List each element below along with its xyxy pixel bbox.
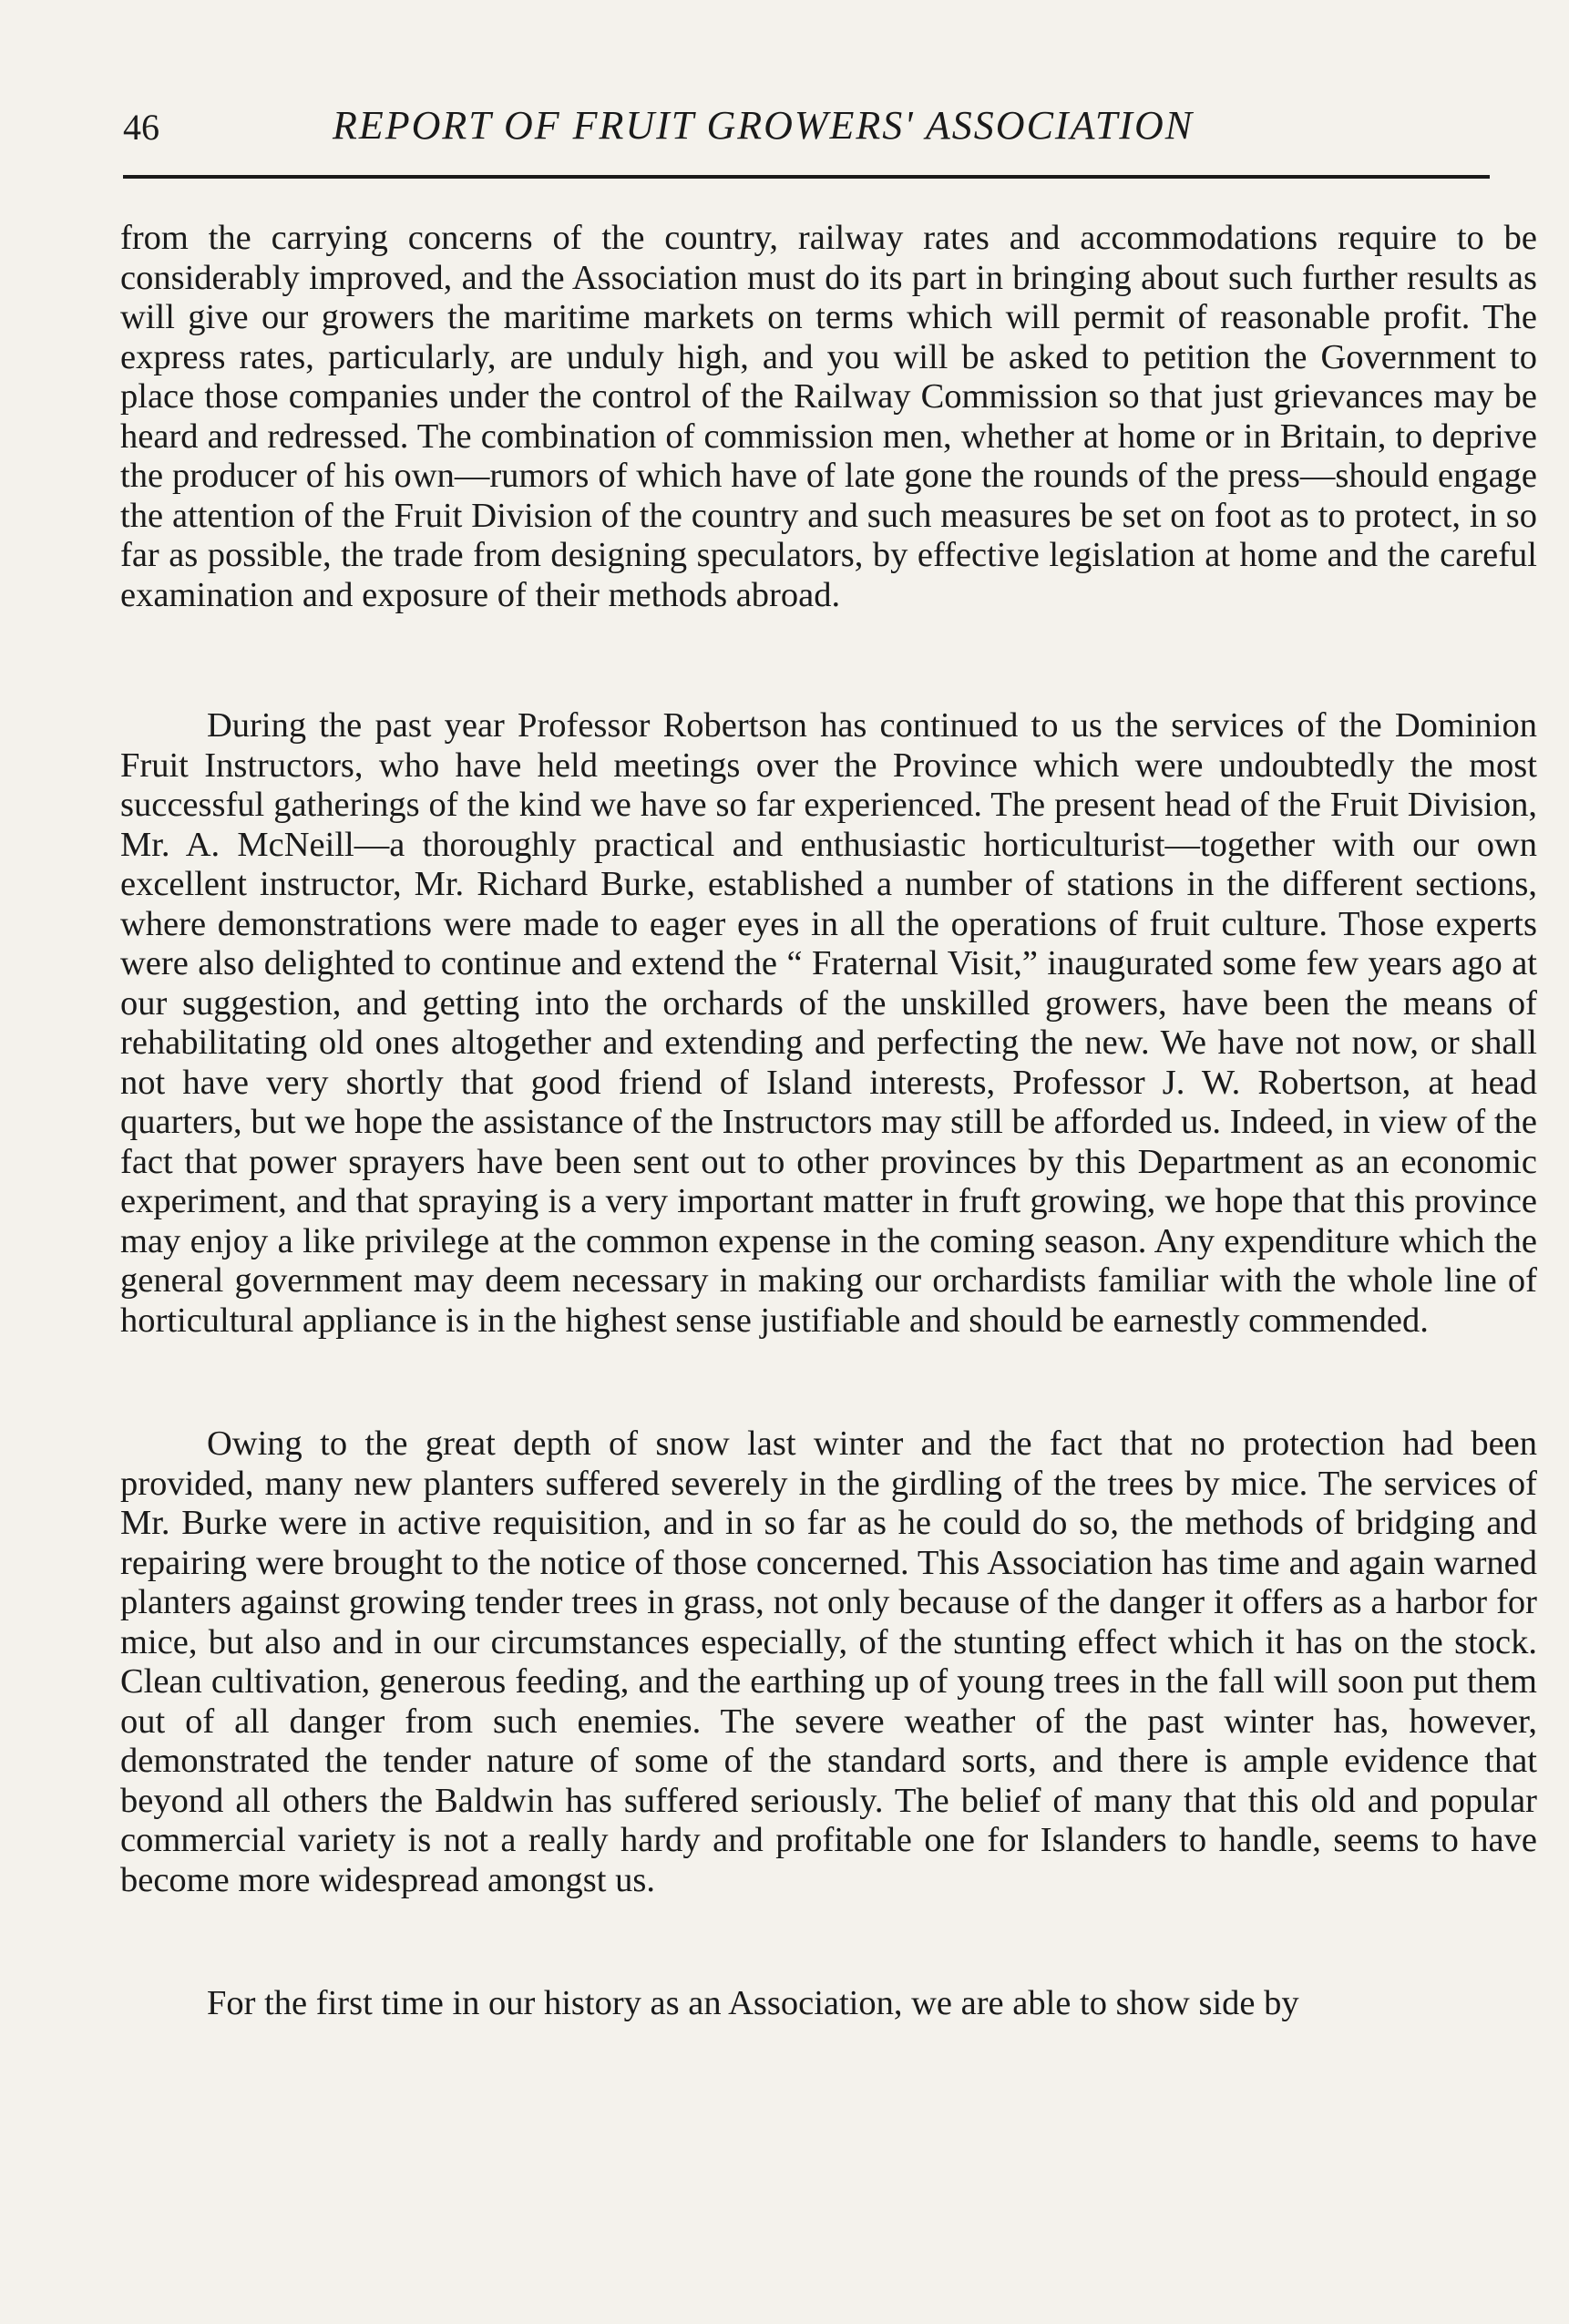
running-head: REPORT OF FRUIT GROWERS' ASSOCIATION — [333, 103, 1195, 148]
paragraph-4: For the first time in our history as an Association, we are able to show side by — [207, 1984, 1299, 2022]
paragraph-1: from the carrying concerns of the country, railway rates and accommodations require to be considerably improved, and the Association must do its part in bringing about such further results as will give our growers the maritime markets on terms which will permit of reasonable profit. The express rates, particularly, are unduly high, and you will be asked to petition the Government to place those companies under the control of the Railway Commission so that just grievances may be heard and redressed. The combination of commission men, whether at home or in Britain, to deprive the producer of his own—rumors of which have of late gone the rounds of the press—should engage the attention of the Fruit Division of the country and such measures be set on foot as to protect, in so far as possible, the trade from designing speculators, by effective legislation at home and the careful examination and exposure of their methods abroad. — [120, 219, 1537, 614]
paragraph-2: During the past year Professor Robertson has continued to us the services of the Dominion Fruit Instructors, who have held meetings over the Province which were undoubtedly the most successful gatherings of the kind we have so far experienced. The present head of the Fruit Division, Mr. A. McNeill—a thoroughly practical and enthusiastic horticulturist—together with our own excellent instructor, Mr. Richard Burke, established a number of stations in the different sections, where demonstrations were made to eager eyes in all the operations of fruit culture. Those experts were also delighted to continue and extend the “ Fraternal Visit,” inaugurated some few years ago at our suggestion, and getting into the orchards of the unskilled growers, have been the means of rehabilitating old ones altogether and extending and perfecting the new. We have not now, or shall not have very shortly that good friend of Island interests, Professor J. W. Robertson, at head quarters, but we hope the assistance of the Instructors may still be afforded us. Indeed, in view of the fact that power sprayers have been sent out to other provinces by this Department as an economic experiment, and that spraying is a very important matter in fruft growing, we hope that this province may enjoy a like privilege at the common expense in the coming season. Any expenditure which the general government may deem necessary in making our orchardists familiar with the whole line of horticultural appliance is in the highest sense justifiable and should be earnestly commended. — [120, 706, 1537, 1340]
header-rule — [123, 175, 1490, 179]
page-header — [123, 102, 1467, 157]
page-number: 46 — [123, 107, 159, 148]
paragraph-gap — [120, 1341, 1537, 1424]
paragraph-3: Owing to the great depth of snow last winter and the fact that no protection had been provided, many new planters suffered severely in the girdling of the trees by mice. The services of Mr. Burke were in active requisition, and in so far as he could do so, the methods of bridging and repairing were brought to the notice of those concerned. This Association has time and again warned planters against growing tender trees in grass, not only because of the danger it offers as a harbor for mice, but also and in our circumstances especially, of the stunting effect which it has on the stock. Clean cultivation, generous feeding, and the earthing up of young trees in the fall will soon put them out of all danger from such enemies. The severe weather of the past winter has, however, demonstrated the tender nature of some of the standard sorts, and there is ample evidence that beyond all others the Baldwin has suffered seriously. The belief of many that this old and popular commercial variety is not a really hardy and profitable one for Islanders to handle, seems to have become more widespread amongst us. — [120, 1424, 1537, 1899]
paragraph-gap — [120, 615, 1537, 706]
paragraph-gap — [120, 1900, 1537, 1984]
body-text — [120, 219, 1537, 2024]
